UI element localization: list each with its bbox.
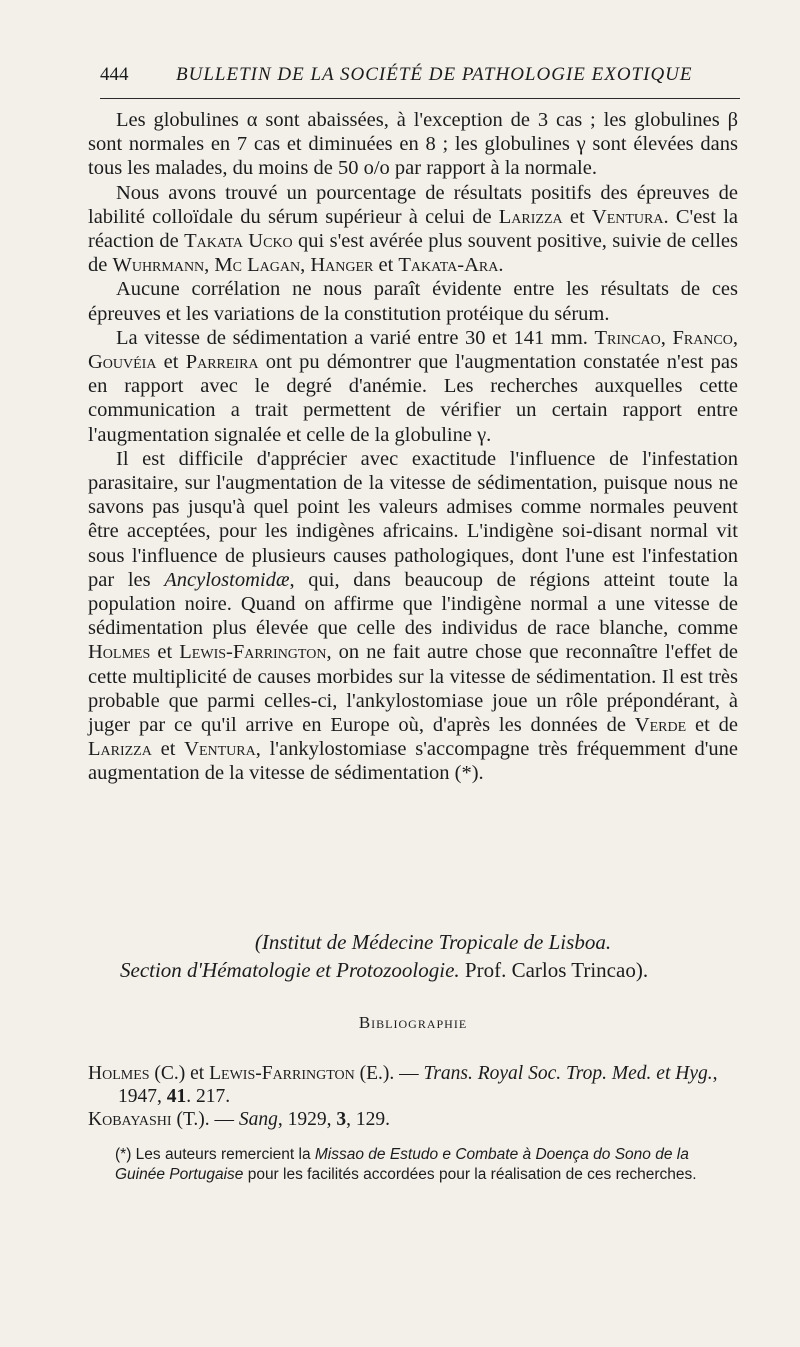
author-name: Verde	[634, 714, 687, 737]
paragraph-labilite: Nous avons trouvé un pourcentage de résultats positifs des épreuves de labilité colloïdale du sérum supérieur à celui de Larizza et Ventura. C'est la réaction de Takata Ucko qui s'est avérée plus souvent positive, suivie de celles de Wuhrmann, Mc Lagan, Hanger et Takata-Ara.	[88, 181, 739, 277]
affiliation-institute: (Institut de Médecine Tropicale de Lisboa.	[254, 930, 612, 954]
bibliography-list	[88, 1062, 738, 1131]
author-name: Franco	[672, 326, 733, 349]
running-title: BULLETIN DE LA SOCIÉTÉ DE PATHOLOGIE EXOTIQUE	[176, 64, 693, 85]
footnote: (*) Les auteurs remercient la Missao de Estudo e Combate à Doença do Sono de la Guinée Portugaise pour les facilités accordées pour la réalisation de ces recherches.	[115, 1146, 697, 1183]
bibliography-title: Bibliographie	[358, 1013, 468, 1032]
author-name: Trincao	[594, 326, 661, 349]
paragraph-globulines: Les globulines α sont abaissées, à l'exception de 3 cas ; les globulines β sont normales en 7 cas et diminuées en 8 ; les globulines γ sont élevées dans tous les malades, du moins de 50 o/o par rapport à la normale.	[88, 109, 738, 180]
author-name: Gouvéia	[88, 351, 157, 374]
page-header	[100, 62, 740, 99]
bibliography-entry: Kobayashi (T.). — Sang, 1929, 3, 129.	[88, 1109, 391, 1130]
author-name: Mc Lagan	[214, 254, 301, 277]
author-name: Ventura	[184, 738, 256, 761]
author-name: Holmes	[88, 641, 151, 664]
taxon-name: Ancylostomidæ	[164, 568, 290, 591]
author-name: Hanger	[310, 254, 374, 277]
author-name: Larizza	[498, 205, 563, 228]
page-number: 444	[100, 64, 129, 85]
author-name: Lewis-Farrington	[179, 641, 327, 664]
author-name: Wuhrmann	[112, 254, 205, 277]
affiliation-section: Section d'Hématologie et Protozoologie. Prof. Carlos Trincao).	[120, 958, 649, 982]
bibliography-entry: Holmes (C.) et Lewis-Farrington (E.). — Trans. Royal Soc. Trop. Med. et Hyg., 1947, 41. 217.	[88, 1063, 718, 1107]
paragraph-sedimentation: La vitesse de sédimentation a varié entre 30 et 141 mm. Trincao, Franco, Gouvéia et Parreira ont pu démontrer que l'augmentation constatée n'est pas en rapport avec le degré d'anémie. Les recherches auxquelles cette communication a trait permettent de vérifier un certain rapport entre l'augmentation signalée et celle de la globuline γ.	[88, 326, 739, 446]
author-name: Larizza	[88, 738, 152, 761]
footnote-mark: (*)	[115, 1146, 136, 1163]
article-body	[88, 108, 738, 786]
paragraph-infestation: Il est difficile d'apprécier avec exactitude l'influence de l'infestation parasitaire, sur l'augmentation de la vitesse de sédimentation, puisque nous ne savons pas jusqu'à quel point les valeurs admises comme normales peuvent être acceptées, pour les indigènes africains. L'indigène soi-disant normal vit sous l'influence de plusieurs causes pathologiques, dont l'une est l'infestation par les Ancylostomidæ, qui, dans beaucoup de régions atteint toute la population noire. Quand on affirme que l'indigène normal a une vitesse de sédimentation plus élevée que celle des individus de race blanche, comme Holmes et Lewis-Farrington, on ne fait autre chose que reconnaître l'effet de cette multiplicité de causes morbides sur la vitesse de sédimentation. Il est très probable que parmi celles-ci, l'ankylostomiase joue un rôle prépondérant, à juger par ce qu'il arrive en Europe où, d'après les données de Verde et de Larizza et Ventura, l'ankylostomiase s'accompagne très fréquemment d'une augmentation de la vitesse de sédimentation (*).	[88, 447, 739, 785]
paragraph-correlation: Aucune corrélation ne nous paraît évidente entre les résultats de ces épreuves et les variations de la constitution protéique du sérum.	[88, 278, 738, 325]
author-name: Takata-Ara	[398, 254, 499, 277]
author-name: Takata Ucko	[184, 230, 293, 253]
affiliation	[88, 928, 738, 984]
author-name: Parreira	[185, 351, 259, 374]
author-name: Ventura	[591, 205, 664, 228]
